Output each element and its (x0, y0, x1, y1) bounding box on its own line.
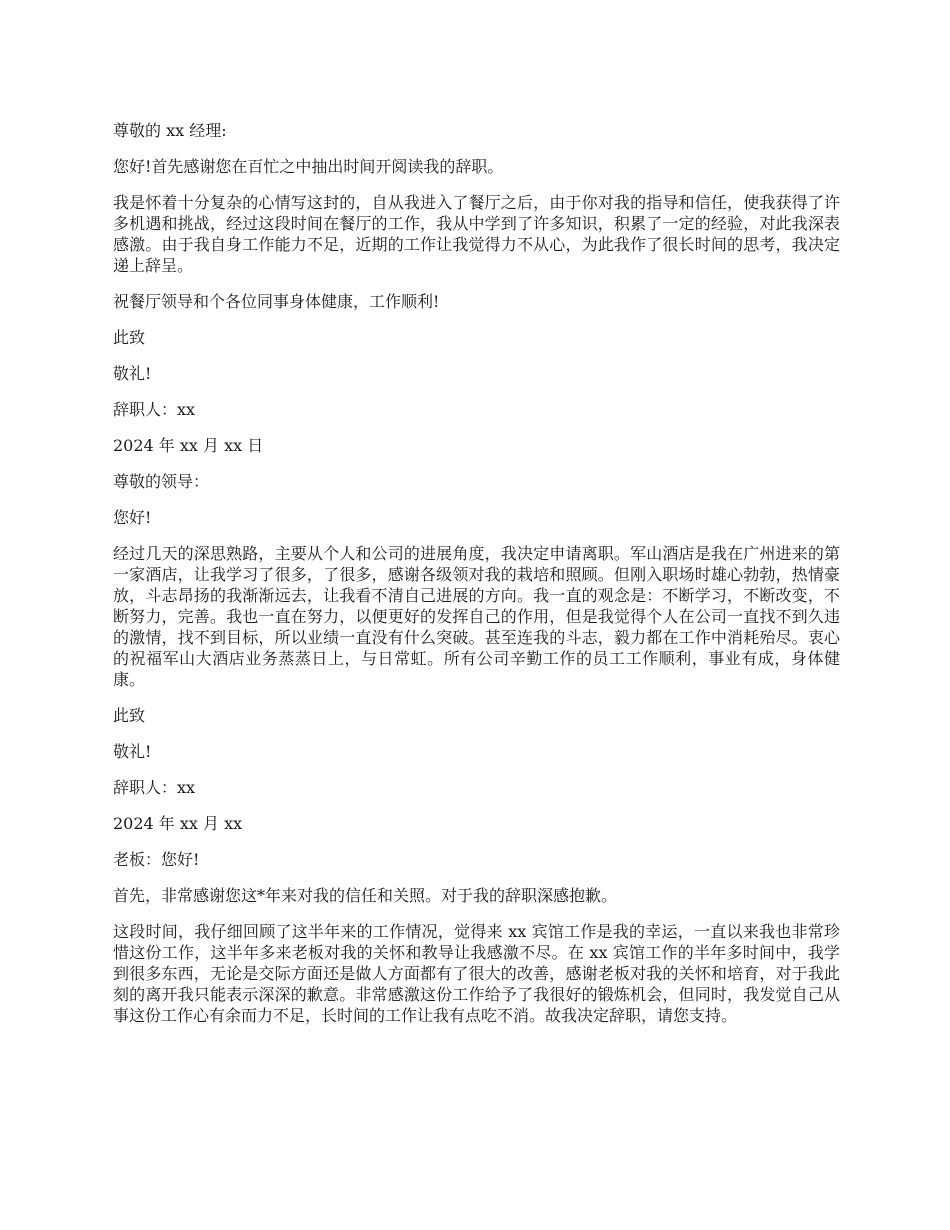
document-page (113, 120, 840, 1041)
letter1-date: 2024 年 xx 月 xx 日 (113, 436, 264, 455)
letter1-closing-2: 敬礼! (113, 364, 152, 383)
letter2-greeting: 尊敬的领导： (113, 472, 210, 491)
letter1-greeting: 尊敬的 xx 经理: (113, 121, 227, 140)
letter2-opening: 您好! (113, 508, 152, 527)
letter1-opening: 您好!首先感谢您在百忙之中抽出时间开阅读我的辞职。 (113, 157, 504, 176)
letter2-closing-2: 敬礼! (113, 742, 152, 761)
letter2-date: 2024 年 xx 月 xx (113, 814, 243, 833)
letter1-wish: 祝餐厅领导和个各位同事身体健康，工作顺利! (113, 292, 440, 311)
letter2-signature: 辞职人：xx (113, 778, 196, 797)
letter2-body: 经过几天的深思熟路，主要从个人和公司的进展角度，我决定申请离职。军山酒店是我在广州进来的第一家酒店，让我学习了很多，了很多，感谢各级领对我的栽培和照顾。但刚入职场时雄心勃勃，热情豪放，斗志昂扬的我渐渐远去，让我看不清自己进展的方向。我一直的观念是：不断学习，不断改变，不断努力，完善。我也一直在努力，以便更好的发挥自己的作用，但是我觉得个人在公司一直找不到久违的激情，找不到目标，所以业绩一直没有什么突破。甚至连我的斗志，毅力都在工作中消耗殆尽。衷心的祝福军山大酒店业务蒸蒸日上，与日常虹。所有公司辛勤工作的员工工作顺利，事业有成，身体健康。 (113, 544, 840, 689)
letter3-body: 这段时间，我仔细回顾了这半年来的工作情况，觉得来 xx 宾馆工作是我的幸运，一直以来我也非常珍惜这份工作，这半年多来老板对我的关怀和教导让我感激不尽。在 xx 宾馆工作的半年多时间中，我学到很多东西，无论是交际方面还是做人方面都有了很大的改善，感谢老板对我的关怀和培育，对于我此刻的离开我只能表示深深的歉意。非常感激这份工作给予了我很好的锻炼机会，但同时，我发觉自己从事这份工作心有余而力不足，长时间的工作让我有点吃不消。故我决定辞职，请您支持。 (113, 922, 840, 1025)
letter3-opening: 首先，非常感谢您这*年来对我的信任和关照。对于我的辞职深感抱歉。 (113, 886, 618, 905)
letter2-closing-1: 此致 (113, 706, 146, 725)
letter1-closing-1: 此致 (113, 328, 146, 347)
letter1-signature: 辞职人：xx (113, 400, 196, 419)
letter3-greeting: 老板：您好! (113, 850, 200, 869)
letter1-body: 我是怀着十分复杂的心情写这封的，自从我进入了餐厅之后，由于你对我的指导和信任，使我获得了许多机遇和挑战，经过这段时间在餐厅的工作，我从中学到了许多知识，积累了一定的经验，对此我深表感激。由于我自身工作能力不足，近期的工作让我觉得力不从心，为此我作了很长时间的思考，我决定递上辞呈。 (113, 193, 840, 275)
